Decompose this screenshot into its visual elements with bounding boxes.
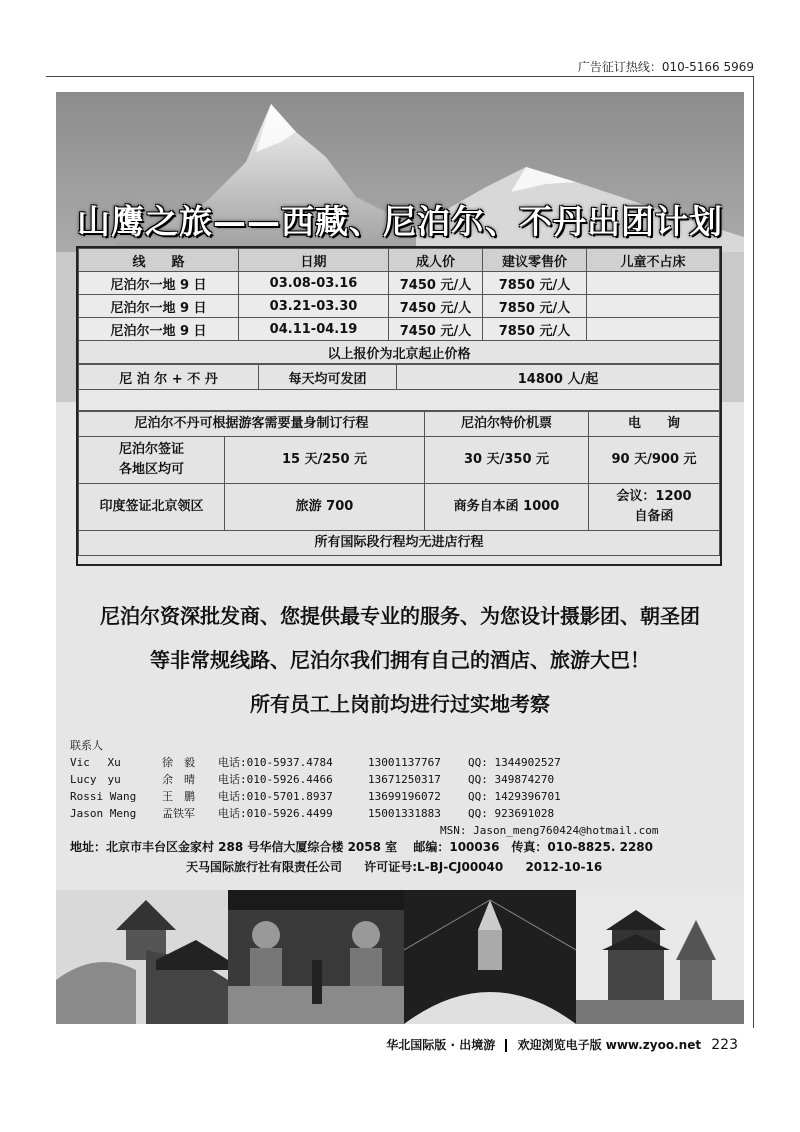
company-info (186, 858, 620, 875)
india-tourist-visa: 旅游 700 (225, 484, 425, 531)
nepal-visa-label: 尼泊尔签证 各地区均可 (79, 437, 225, 484)
price-note-row (79, 341, 720, 364)
visa-table-header (79, 412, 720, 437)
route-cell: 尼泊尔一地 9 日 (79, 272, 239, 295)
contact-phone: 电话:010-5937.4784 (218, 756, 333, 769)
date-cell: 03.21-03.30 (239, 295, 389, 318)
contact-mobile: 15001331883 (368, 807, 441, 820)
contact-qq: QQ: 923691028 (468, 807, 555, 820)
publish-date: 2012-10-16 (525, 860, 603, 874)
page-number: 223 (711, 1037, 738, 1053)
retail-price-cell: 7850 元/人 (483, 318, 587, 341)
india-visa-label: 印度签证北京领区 (79, 484, 225, 531)
contact-row (70, 805, 668, 822)
contact-chinese-name: 孟铁军 (162, 807, 195, 820)
date-cell: 04.11-04.19 (239, 318, 389, 341)
bhutan-departure: 每天均可发团 (259, 365, 397, 390)
table-row (79, 272, 720, 295)
visa-30-day: 30 天/350 元 (425, 437, 589, 484)
contact-qq: QQ: 1344902527 (468, 756, 561, 769)
durbar-square-photo (576, 890, 744, 1024)
stupa-image (404, 890, 576, 1024)
contact-phone: 电话:010-5926.4499 (218, 807, 333, 820)
contact-mobile: 13001137767 (368, 756, 441, 769)
publication-name: 华北国际版 · 出境游 (386, 1038, 496, 1052)
price-table-header (79, 249, 720, 272)
online-edition: 欢迎浏览电子版 www.zyoo.net (517, 1038, 702, 1052)
contact-qq: QQ: 349874270 (468, 773, 555, 786)
header-date: 日期 (239, 249, 389, 272)
adult-price-cell: 7450 元/人 (389, 295, 483, 318)
contact-list (70, 737, 668, 839)
contact-qq: QQ: 1429396701 (468, 790, 561, 803)
bhutan-table (78, 364, 720, 411)
ad-hotline: 广告征订热线：010-5166 5969 (577, 60, 754, 74)
inquiry-header: 电 询 (589, 412, 720, 437)
contact-row (70, 754, 668, 771)
statue-photo (228, 890, 404, 1024)
license-number: 许可证号:L-BJ-CJ00040 (364, 860, 504, 874)
price-note: 以上报价为北京起止价格 (79, 341, 720, 364)
india-business-visa: 商务自本函 1000 (425, 484, 589, 531)
contact-mobile: 13699196072 (368, 790, 441, 803)
contact-english-name: Vic Xu (70, 756, 121, 769)
contact-english-name: Lucy yu (70, 773, 121, 786)
table-row (79, 318, 720, 341)
footer-divider (505, 1039, 507, 1052)
contacts-label: 联系人 (70, 739, 103, 752)
spacer-row (79, 390, 720, 411)
contact-english-name: Rossi Wang (70, 790, 137, 803)
child-price-cell (587, 272, 720, 295)
contact-mobile: 13671250317 (368, 773, 441, 786)
header-route: 线 路 (79, 249, 239, 272)
india-conference-visa: 会议：1200 自备函 (589, 484, 720, 531)
adult-price-cell: 7450 元/人 (389, 318, 483, 341)
slogan-line-3: 所有员工上岗前均进行过实地考察 (250, 692, 550, 716)
slogan-line-2: 等非常规线路、尼泊尔我们拥有自己的酒店、旅游大巴！ (150, 648, 650, 672)
visa-15-day: 15 天/250 元 (225, 437, 425, 484)
price-table (78, 248, 720, 364)
route-cell: 尼泊尔一地 9 日 (79, 318, 239, 341)
durbar-temples-image (576, 890, 744, 1024)
guardian-statues-image (228, 890, 404, 1024)
photo-strip (56, 890, 744, 1024)
contact-row (70, 771, 668, 788)
itinerary-tables (76, 246, 722, 566)
contact-msn: MSN: Jason_meng760424@hotmail.com (440, 824, 659, 837)
temple-photo (56, 890, 228, 1024)
table-row (79, 484, 720, 531)
bhutan-row (79, 365, 720, 390)
stupa-photo (404, 890, 576, 1024)
visa-table (78, 411, 720, 556)
bhutan-price: 14800 人/起 (397, 365, 720, 390)
company-address: 地址：北京市丰台区金家村 288 号华信大厦综合楼 2058 室 邮编：100036 传真：010-8825. 2280 (70, 840, 653, 854)
contact-chinese-name: 徐 毅 (162, 756, 195, 769)
no-shopping-row (79, 531, 720, 556)
no-shopping-note: 所有国际段行程均无进店行程 (79, 531, 720, 556)
contact-chinese-name: 余 晴 (162, 773, 195, 786)
table-row (79, 295, 720, 318)
adult-price-cell: 7450 元/人 (389, 272, 483, 295)
header-retail-price: 建议零售价 (483, 249, 587, 272)
custom-itinerary-header: 尼泊尔不丹可根据游客需要量身制订行程 (79, 412, 425, 437)
pagoda-image (56, 890, 228, 1024)
date-cell: 03.08-03.16 (239, 272, 389, 295)
header-adult-price: 成人价 (389, 249, 483, 272)
table-row (79, 437, 720, 484)
child-price-cell (587, 318, 720, 341)
retail-price-cell: 7850 元/人 (483, 272, 587, 295)
bhutan-route: 尼 泊 尔 + 不 丹 (79, 365, 259, 390)
contact-english-name: Jason Meng (70, 807, 137, 820)
header-child-no-bed: 儿童不占床 (587, 249, 720, 272)
route-cell: 尼泊尔一地 9 日 (79, 295, 239, 318)
frame-line-top (46, 76, 754, 77)
ticket-header: 尼泊尔特价机票 (425, 412, 589, 437)
contact-row (70, 788, 668, 805)
visa-90-day: 90 天/900 元 (589, 437, 720, 484)
page-title: 山鹰之旅——西藏、尼泊尔、不丹出团计划 (77, 202, 723, 241)
contact-phone: 电话:010-5926.4466 (218, 773, 333, 786)
child-price-cell (587, 295, 720, 318)
retail-price-cell: 7850 元/人 (483, 295, 587, 318)
company-name: 天马国际旅行社有限责任公司 (186, 860, 343, 874)
page-footer (386, 1036, 738, 1053)
contact-phone: 电话:010-5701.8937 (218, 790, 333, 803)
contact-chinese-name: 王 鹏 (162, 790, 195, 803)
slogan-line-1: 尼泊尔资深批发商、您提供最专业的服务、为您设计摄影团、朝圣团 (100, 604, 700, 628)
